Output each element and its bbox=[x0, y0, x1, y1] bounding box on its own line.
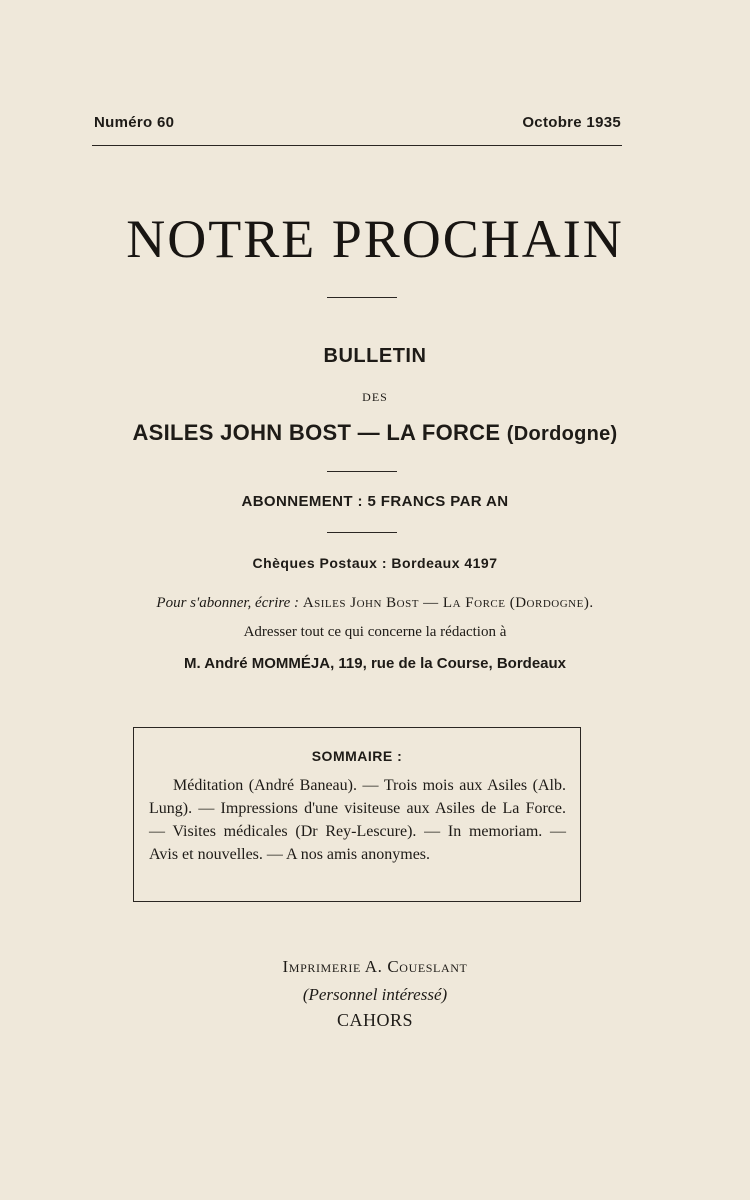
editorial-address: M. André MOMMÉJA, 119, rue de la Course, Bordeaux bbox=[183, 655, 567, 672]
subscription-divider bbox=[327, 532, 397, 533]
issue-number: Numéro 60 bbox=[94, 114, 175, 131]
postal-cheques: Chèques Postaux : Bordeaux 4197 bbox=[252, 555, 498, 571]
des-label: DES bbox=[362, 390, 388, 404]
printer-note: (Personnel intéressé) bbox=[302, 985, 448, 1004]
subscribe-address: Asiles John Bost — La Force (Dordogne). bbox=[302, 595, 594, 611]
header-divider bbox=[92, 145, 622, 146]
printer-name: Imprimerie A. Coueslant bbox=[282, 957, 468, 976]
issue-header bbox=[94, 114, 621, 131]
title-divider bbox=[327, 297, 397, 298]
contents-box bbox=[133, 727, 581, 902]
institution-divider bbox=[327, 471, 397, 472]
editorial-instruction: Adresser tout ce qui concerne la rédaction à bbox=[243, 624, 507, 640]
institution-main: ASILES JOHN BOST — LA FORCE bbox=[132, 420, 501, 445]
subscribe-line bbox=[0, 595, 750, 612]
subscription-price: ABONNEMENT : 5 FRANCS PAR AN bbox=[241, 493, 509, 510]
institution-region: (Dordogne) bbox=[506, 423, 618, 445]
printer-city: CAHORS bbox=[336, 1010, 414, 1030]
issue-date: Octobre 1935 bbox=[522, 114, 621, 131]
page-title: NOTRE PROCHAIN bbox=[126, 209, 624, 269]
bulletin-label: BULLETIN bbox=[323, 345, 427, 367]
subscribe-intro: Pour s'abonner, écrire : bbox=[156, 595, 300, 611]
contents-title: SOMMAIRE : bbox=[311, 748, 403, 764]
contents-text: Méditation (André Baneau). — Trois mois aux Asiles (Alb. Lung). — Impressions d'une visiteuse aux Asiles de La Force. — Visites médicales (Dr Rey-Lescure). — In memoriam. — Avis et nouvelles. — A nos amis anonymes. bbox=[149, 777, 566, 863]
institution-name bbox=[0, 420, 750, 446]
